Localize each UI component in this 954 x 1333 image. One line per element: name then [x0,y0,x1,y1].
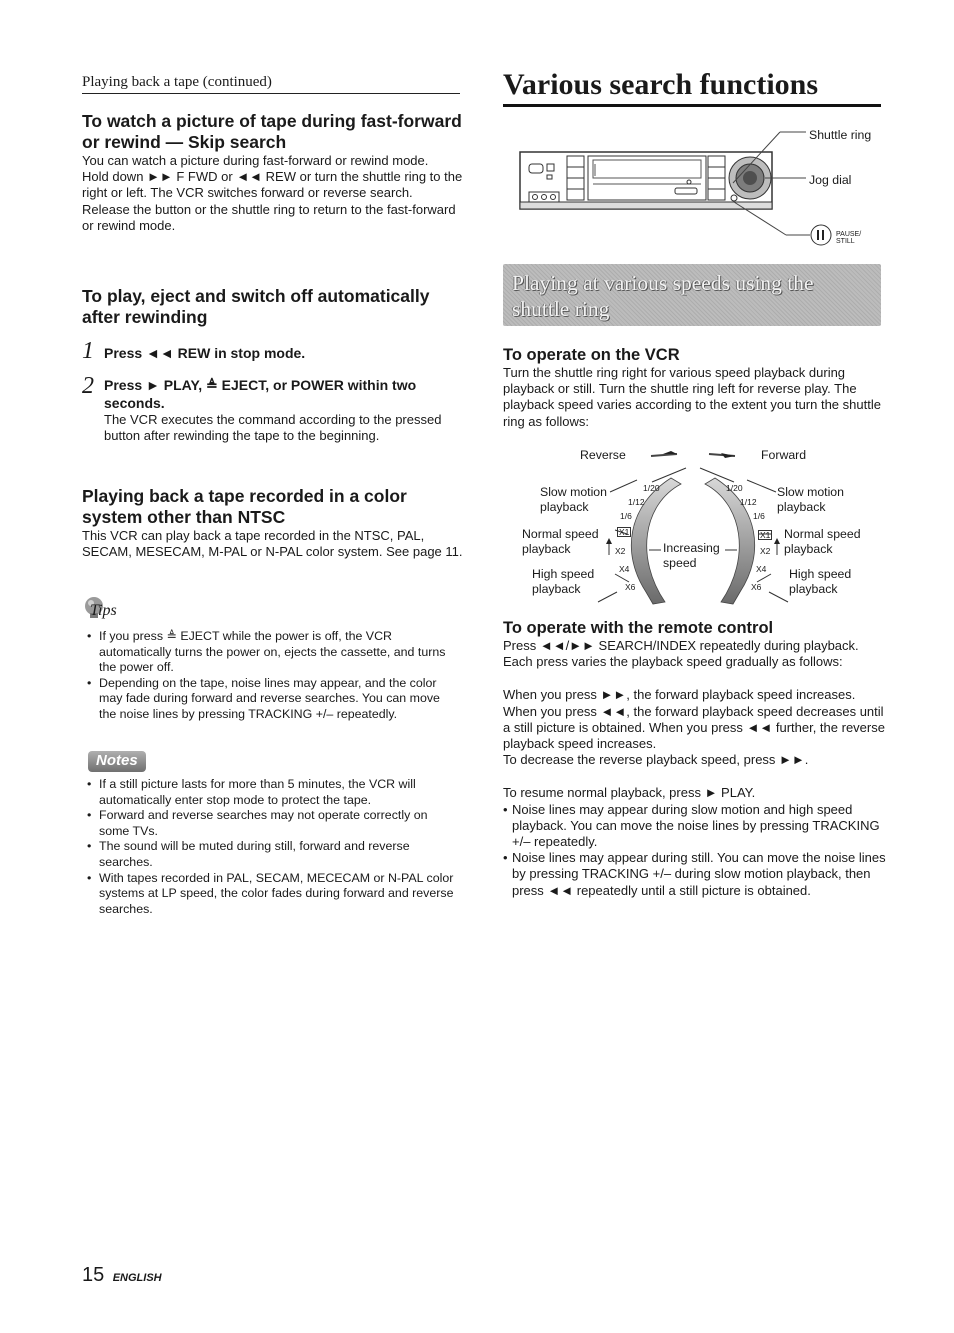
slow-motion-right-label: Slow motion playback [777,485,844,514]
mark-left-1-12: 1/12 [628,497,645,507]
banner-title: Playing at various speeds using the shuttle ring [512,271,814,321]
slow-motion-left-label: Slow motion playback [540,485,607,514]
remote-heading: To operate with the remote control [503,619,774,637]
mark-left-1-20: 1/20 [643,483,660,493]
page-footer [82,1264,162,1287]
step-2-text: Press ► PLAY, ≜ EJECT, or POWER within two seconds. [104,377,417,411]
color-system-section [82,486,464,560]
step-1-number: 1 [82,338,94,364]
forward-label: Forward [761,448,807,462]
skip-search-heading: To watch a picture of tape during fast-forward or rewind — Skip search [82,111,462,152]
notes-item: • The sound will be muted during still, forward and reverse searches. [82,839,454,870]
remote-notes-list [503,802,888,899]
tips-title: Tips [90,602,117,619]
color-system-heading: Playing back a tape recorded in a color system other than NTSC [82,486,407,527]
running-header-text: Playing back a tape (continued) [82,74,272,90]
color-system-text: This VCR can play back a tape recorded in the NTSC, PAL, SECAM, MESECAM, M-PAL or N-PAL color system. See page 11. [82,528,463,560]
remote-note-item: • Noise lines may appear during still. You can move the noise lines by pressing TRACKING +/– during slow motion playback, then press ◄◄ repeatedly until a still picture is obtained. [503,850,888,899]
auto-rewind-section [82,286,464,444]
high-speed-right-label: High speed playback [789,567,852,596]
tips-item: • If you press ≜ EJECT while the power is off, the VCR automatically turns the power on, ejects the cassette, and turns the power off. [82,629,454,676]
tips-section [82,596,454,723]
notes-list [82,777,454,917]
reverse-label: Reverse [580,448,626,462]
tips-header [82,596,454,626]
notes-item: • With tapes recorded in PAL, SECAM, MECECAM or N-PAL color systems at LP speed, the color fades during forward and reverse searches. [82,871,454,918]
mark-left-x2: X2 [615,546,626,556]
mark-right-1-12: 1/12 [740,497,757,507]
pause-still-label: PAUSE/ STILL [836,231,862,245]
remote-p1: Press ◄◄/►► SEARCH/INDEX repeatedly during playback. Each press varies the playback speed gradually as follows: [503,638,859,670]
skip-search-p1: You can watch a picture during fast-forward or rewind mode. [82,153,429,168]
mark-right-x4: X4 [756,564,767,574]
step-1-text: Press ◄◄ REW in stop mode. [104,345,306,361]
page-title [503,68,881,107]
notes-badge [88,751,146,772]
mark-right-1-6: 1/6 [753,511,765,521]
mark-left-x1: X1 [619,527,630,537]
remote-note-item: • Noise lines may appear during slow motion and high speed playback. You can move the noise lines by pressing TRACKING +/– repeatedly. [503,802,888,851]
step-2-number: 2 [82,373,94,399]
notes-item: • If a still picture lasts for more than 5 minutes, the VCR will automatically enter stop mode to protect the tape. [82,777,454,808]
mark-right-x6: X6 [751,582,762,592]
section-banner [503,264,881,326]
notes-section [82,751,454,917]
normal-speed-right-label: Normal speed playback [784,527,861,556]
vcr-illustration [503,118,883,253]
step-1 [82,338,464,364]
mark-right-x2: X2 [760,546,771,556]
high-speed-left-label: High speed playback [532,567,595,596]
page-number: 15 [82,1264,105,1286]
jog-dial-label: Jog dial [809,173,852,187]
step-2 [82,373,464,444]
running-header [82,74,460,94]
operate-vcr-heading: To operate on the VCR [503,346,680,364]
remote-section [503,618,888,899]
mark-left-x6: X6 [625,582,636,592]
step-2-description: The VCR executes the command according to the pressed button after rewinding the tape to the beginning. [104,412,442,444]
operate-vcr-text: Turn the shuttle ring right for various speed playback during playback or still. Turn the shuttle ring left for reverse play. The playback speed varies according to the extent you turn the shuttle ring as follows: [503,365,881,429]
skip-search-section [82,111,464,234]
remote-p4: To resume normal playback, press ► PLAY. [503,785,756,801]
speed-diagram [503,442,883,612]
remote-p2: When you press ►►, the forward playback speed increases. When you press ◄◄, the forward playback speed decreases until a still picture is obtained. When you press ◄◄ further, the reverse playback speed increases. [503,687,885,752]
skip-search-p2: Hold down ►► F FWD or ◄◄ REW or turn the shuttle ring to the right or left. The VCR switches forward or reverse search. [82,169,463,201]
tips-item: • Depending on the tape, noise lines may appear, and the color may fade during forward and reverse searches. You can move the noise lines by pressing TRACKING +/– repeatedly. [82,676,454,723]
mark-left-1-6: 1/6 [620,511,632,521]
normal-speed-left-label: Normal speed playback [522,527,599,556]
skip-search-p3: Release the button or the shuttle ring to return to the fast-forward or rewind mode. [82,201,456,233]
operate-vcr-section [503,345,883,430]
auto-rewind-heading: To play, eject and switch off automatically after rewinding [82,286,430,327]
mark-left-x4: X4 [619,564,630,574]
increasing-speed-label: Increasing speed [663,541,720,570]
mark-right-x1: X1 [760,530,771,540]
notes-title: Notes [96,752,138,769]
mark-right-1-20: 1/20 [726,483,743,493]
notes-item: • Forward and reverse searches may not operate correctly on some TVs. [82,808,454,839]
page-title-text: Various search functions [503,68,819,101]
language-label: ENGLISH [112,1272,162,1284]
remote-p3: To decrease the reverse playback speed, press ►►. [503,752,809,768]
shuttle-ring-label: Shuttle ring [809,128,872,142]
tips-list [82,629,454,723]
